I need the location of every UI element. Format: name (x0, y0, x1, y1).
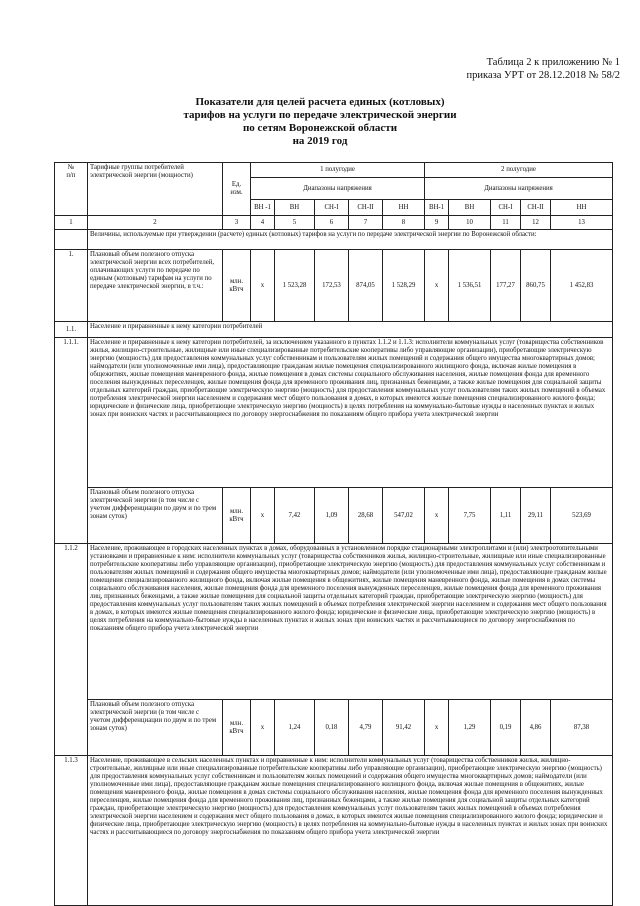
colnum-12: 12 (521, 216, 551, 230)
colnum-8: 8 (383, 216, 425, 230)
header-half-1: 1 полугодие (251, 163, 425, 178)
colnum-2: 2 (88, 216, 223, 230)
level-h1-vn: ВН (275, 200, 315, 216)
row-1-value: х (425, 250, 449, 322)
level-h2-nn: НН (551, 200, 613, 216)
row-1-1-label: Население и приравненные к нему категории потребителей (88, 322, 613, 338)
section-row (55, 230, 613, 250)
level-h2-sn2: СН-II (521, 200, 551, 216)
row-1-value: 1 536,51 (449, 250, 491, 322)
row-1-1-2-value: 0,18 (315, 700, 349, 756)
row-1-1-1-value: 28,68 (349, 488, 383, 544)
level-h2-sn1: СН-I (491, 200, 521, 216)
row-1-1-1-value: 7,75 (449, 488, 491, 544)
colnum-4: 4 (251, 216, 275, 230)
row-1-1-3-text: Население, проживающее в сельских населенных пунктах и приравненные к ним: исполнители коммунальных услуг (товарищества собственников жилья, жилищно-строительные, жилищные или иные специализированные потребительские кооперативы либо управляющие организации), приобретающие электрическую энергию (мощность) для предоставления коммунальных услуг собственникам и пользователям жилых помещений и содержания общего имущества многоквартирных домов; наймодатели (или уполномоченные ими лица), предоставляющие гражданам жилые помещения специализированного жилищного фонда, включая жилые помещения в общежитиях, жилые помещения маневренного фонда, жилые помещения в домах системы социального обслуживания населения, жилые помещения фонда для временного поселения вынужденных переселенцев, жилые помещения фонда для временного проживания лиц, признанных беженцами, а также жилые помещения для социальной защиты отдельных категорий граждан, приобретающие электрическую энергию (мощность) для предоставления коммунальных услуг пользователям таких жилых помещений в объемах потребления электрической энергии населением и содержания мест общего пользования в домах, в которых имеются жилые помещения специализированного жилого фонда; юридические и физические лица, приобретающие электрическую энергию (мощность) в целях потребления на коммунально-бытовые нужды в населенных пунктах и жилых зонах при воинских частях и рассчитывающиеся по договору энергоснабжения по показаниям общего прибора учета электрической энергии (88, 756, 613, 906)
row-1-value: 1 528,29 (383, 250, 425, 322)
colnum-9: 9 (425, 216, 449, 230)
section-text: Величины, используемые при утверждении (расчете) единых (котловых) тарифов на услуги по передаче электрической энергии по Воронежской области: (88, 230, 613, 250)
header-range-2: Диапазоны напряжения (425, 178, 613, 200)
header-num: № п/п (55, 163, 88, 216)
level-h1-sn2: СН-II (349, 200, 383, 216)
row-1-1-2-value: 87,38 (551, 700, 613, 756)
row-1-1-2-value: 1,24 (275, 700, 315, 756)
row-1-1-2-value: 4,79 (349, 700, 383, 756)
row-1-value: 1 452,83 (551, 250, 613, 322)
table-row (55, 338, 613, 488)
header-range-1: Диапазоны напряжения (251, 178, 425, 200)
appendix-line-1: Таблица 2 к приложению № 1 (486, 57, 620, 68)
row-1-1-1-value: 547,02 (383, 488, 425, 544)
row-1-1-1-value: х (425, 488, 449, 544)
column-number-row (55, 216, 613, 230)
row-1-1-2-unit: млн. кВтч (223, 700, 251, 756)
row-1-1-2-value: 1,29 (449, 700, 491, 756)
row-1-num: 1. (55, 250, 88, 322)
colnum-5: 5 (275, 216, 315, 230)
row-1-value: 177,27 (491, 250, 521, 322)
table-row (55, 250, 613, 322)
appendix-reference (467, 56, 620, 82)
header-groups: Тарифные группы потребителей электрической энергии (мощности) (88, 163, 223, 216)
row-1-value: 874,05 (349, 250, 383, 322)
row-1-1-1-value: 7,42 (275, 488, 315, 544)
colnum-11: 11 (491, 216, 521, 230)
colnum-1: 1 (55, 216, 88, 230)
row-1-value: 1 523,28 (275, 250, 315, 322)
header-row-halves (55, 163, 613, 178)
row-1-1-1-value: 523,69 (551, 488, 613, 544)
table-row (55, 700, 613, 756)
colnum-3: 3 (223, 216, 251, 230)
row-1-value: х (251, 250, 275, 322)
row-1-1-num: 1.1. (55, 322, 88, 338)
colnum-6: 6 (315, 216, 349, 230)
row-1-1-1-value: 1,09 (315, 488, 349, 544)
row-1-1-2-value: х (425, 700, 449, 756)
row-1-1-1-value: 1,11 (491, 488, 521, 544)
title-line-2: тарифов на услуги по передаче электрической энергии (183, 109, 457, 121)
level-h2-vn: ВН (449, 200, 491, 216)
table-row (55, 488, 613, 544)
level-h1-sn1: СН-I (315, 200, 349, 216)
row-1-1-2-value: 4,86 (521, 700, 551, 756)
level-h1-nn: НН (383, 200, 425, 216)
row-1-1-1-unit: млн. кВтч (223, 488, 251, 544)
row-1-1-1-text: Население и приравненные к нему категории потребителей, за исключением указанного в пунктах 1.1.2 и 1.1.3: исполнители коммунальных услуг (товарищества собственников жилья, жилищно-строительные, жилищные или иные специализированные потребительские кооперативы либо управляющие организации), приобретающие электрическую энергию (мощность) для предоставления коммунальных услуг собственникам и пользователям жилых помещений и содержания общего имущества многоквартирных домов; наймодатели (или уполномоченные ими лица), предоставляющие гражданам жилые помещения специализированного жилищного фонда, включая жилые помещения в общежитиях, жилые помещения маневренного фонда, жилые помещения в домах системы социального обслуживания населения, жилые помещения фонда для временного поселения вынужденных переселенцев, жилые помещения фонда для временного проживания лиц, признанных беженцами, а также жилые помещения для социальной защиты отдельных категорий граждан, приобретающие электрическую энергию (мощность) для предоставления коммунальных услуг пользователям таких жилых помещений в объемах потребления электрической энергии населением и содержания мест общего пользования в домах, в которых имеются жилые помещения специализированного жилого фонда; юридические и физические лица, приобретающие электрическую энергию (мощность) в целях потребления на коммунально-бытовые нужды в населенных пунктах и жилых зонах при воинских частях и рассчитывающиеся по договору энергоснабжения по показаниям общего прибора учета электрической энергии (88, 338, 613, 488)
title-line-4: на 2019 год (292, 135, 348, 147)
row-1-1-2-value: 91,42 (383, 700, 425, 756)
row-1-1-1-value: х (251, 488, 275, 544)
title-line-1: Показатели для целей расчета единых (котловых) (195, 96, 445, 108)
row-1-1-2-value: х (251, 700, 275, 756)
row-1-value: 172,53 (315, 250, 349, 322)
row-1-1-2-sub-label: Плановый объем полезного отпуска электрической энергии (в том числе с учетом дифференциации по двум и по трем зонам суток) (88, 700, 223, 756)
colnum-13: 13 (551, 216, 613, 230)
colnum-7: 7 (349, 216, 383, 230)
row-1-1-1-sub-label: Плановый объем полезного отпуска электрической энергии (в том числе с учетом дифференциации по двум и по трем зонам суток) (88, 488, 223, 544)
appendix-line-2: приказа УРТ от 28.12.2018 № 58/2 (466, 70, 620, 81)
level-h2-vn1: ВН-1 (425, 200, 449, 216)
section-num (55, 230, 88, 250)
level-h1-vn1: ВН -1 (251, 200, 275, 216)
tariff-table (54, 162, 613, 906)
header-half-2: 2 полугодие (425, 163, 613, 178)
row-1-1-3-num: 1.1.3 (55, 756, 88, 906)
colnum-10: 10 (449, 216, 491, 230)
header-unit: Ед. изм. (223, 163, 251, 216)
table-row (55, 322, 613, 338)
document-title (100, 96, 540, 148)
row-1-value: 860,75 (521, 250, 551, 322)
row-1-unit: млн. кВтч (223, 250, 251, 322)
row-1-1-2-num: 1.1.2 (55, 544, 88, 756)
row-1-label: Плановый объем полезного отпуска электрической энергии всех потребителей, оплачивающих услуги по передаче по единым (котловым) тарифам на услуги по передаче электрической энергии, в т.ч.: (88, 250, 223, 322)
table-row (55, 756, 613, 906)
row-1-1-2-value: 0,19 (491, 700, 521, 756)
row-1-1-1-value: 29,11 (521, 488, 551, 544)
row-1-1-1-num: 1.1.1. (55, 338, 88, 544)
row-1-1-2-text: Население, проживающее в городских населенных пунктах в домах, оборудованных в установленном порядке стационарными электроплитами и (или) электроотопительными установками и приравненные к ним: исполнители коммунальных услуг (товарищества собственников жилья, жилищно-строительные, жилищные или иные специализированные потребительские кооперативы либо управляющие организации), приобретающие электрическую энергию (мощность) для предоставления коммунальных услуг собственникам и пользователям жилых помещений и содержания общего имущества многоквартирных домов; наймодатели (или уполномоченные ими лица), предоставляющие гражданам жилые помещения специализированного жилищного фонда, включая жилые помещения в общежитиях, жилые помещения маневренного фонда, жилые помещения в домах системы социального обслуживания населения, жилые помещения фонда для временного поселения вынужденных переселенцев, жилые помещения фонда для временного проживания лиц, признанных беженцами, а также жилые помещения для социальной защиты отдельных категорий граждан, приобретающие электрическую энергию (мощность) для предоставления коммунальных услуг пользователям таких жилых помещений в объемах потребления электрической энергии населением и содержания мест общего пользования в домах, в которых имеются жилые помещения специализированного жилого фонда; юридические и физические лица, приобретающие электрическую энергию (мощность) в целях потребления на коммунально-бытовые нужды в населенных пунктах и жилых зонах при воинских частях и рассчитывающиеся по договору энергоснабжения по показаниям общего прибора учета электрической энергии (88, 544, 613, 700)
title-line-3: по сетям Воронежской области (242, 122, 398, 134)
table-row (55, 544, 613, 700)
